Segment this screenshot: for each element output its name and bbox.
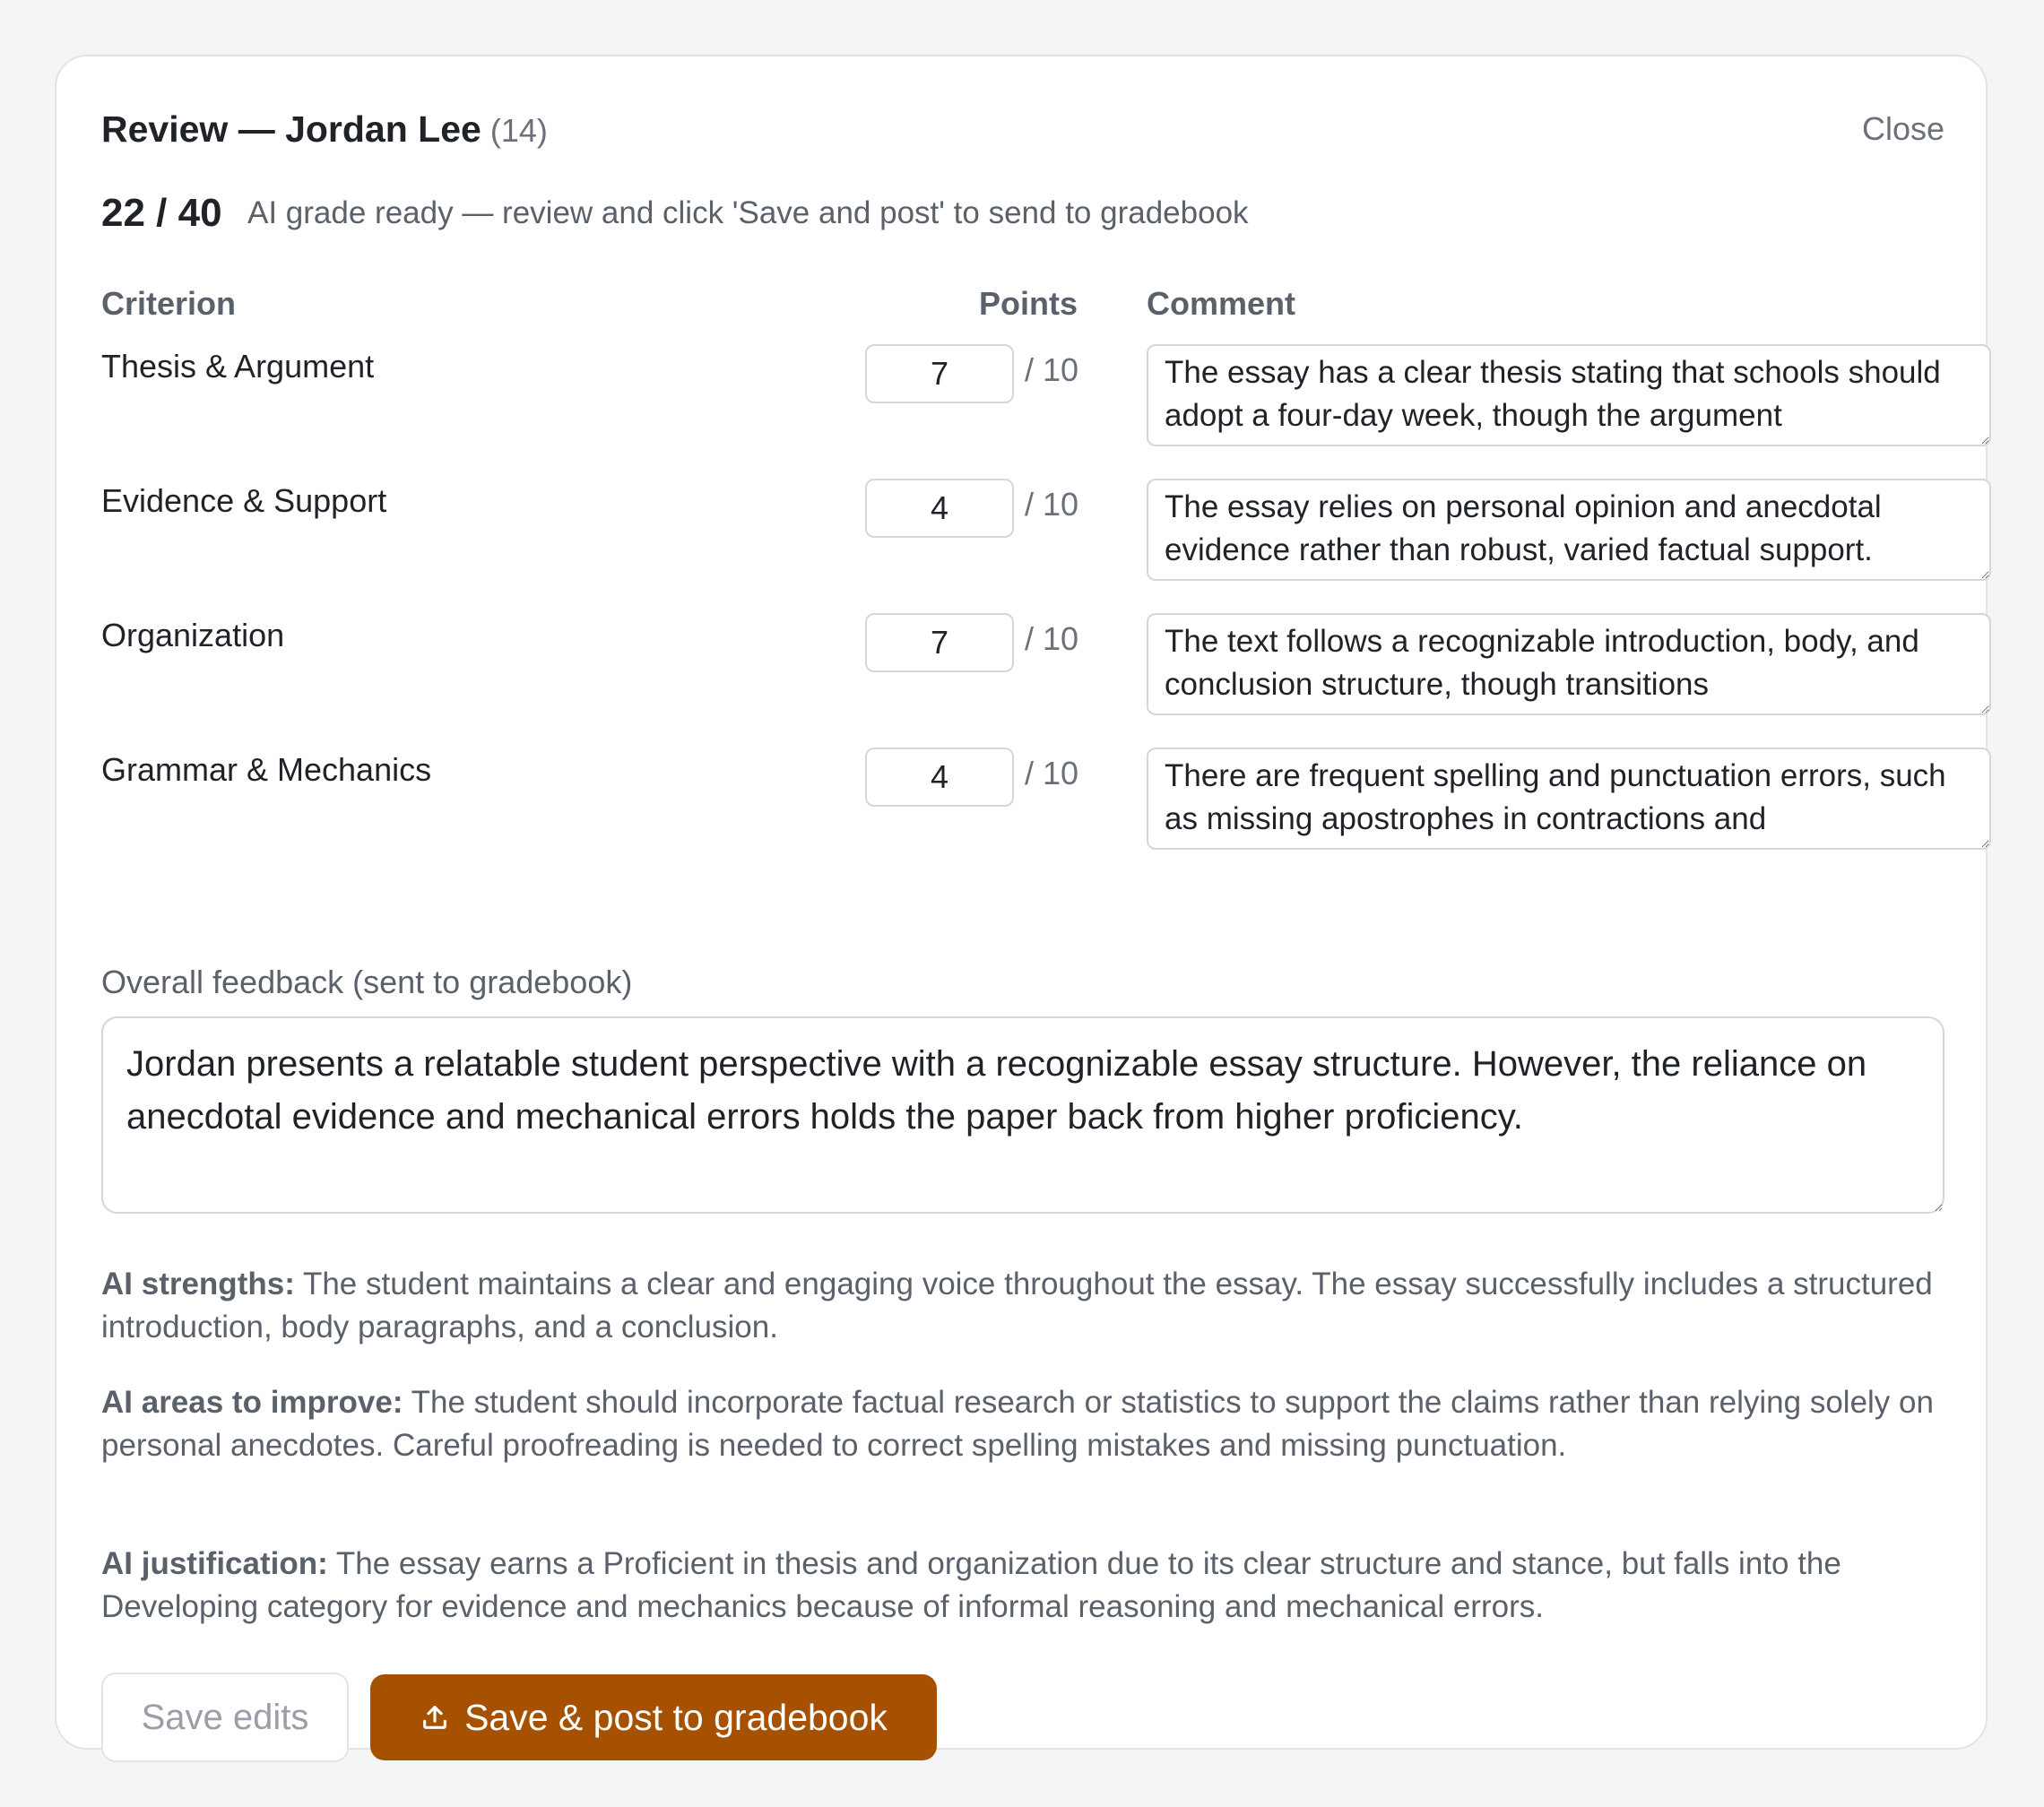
comment-textarea[interactable] [1147,344,1991,446]
ai-justification-text: The essay earns a Proficient in thesis and organization due to its clear structure and stance, but falls into the Developing category for evidence and mechanics because of informal reasoning and mechanical errors. [101,1546,1841,1624]
upload-icon [420,1702,450,1733]
total-score: 22 / 40 [101,191,222,235]
save-post-button[interactable] [370,1674,937,1760]
ai-areas-to-improve [101,1381,1944,1467]
rubric-row-evidence [101,482,1944,590]
ai-strengths-label: AI strengths: [101,1267,295,1301]
save-post-label: Save & post to gradebook [464,1696,888,1738]
criterion-label: Evidence & Support [101,482,387,519]
review-dialog [55,55,1988,1750]
points-max: / 10 [1025,486,1079,523]
dialog-title [101,108,548,151]
dialog-content [101,56,1944,1748]
points-input[interactable] [865,613,1014,672]
ai-justification-label: AI justification: [101,1546,328,1581]
status-message: AI grade ready — review and click 'Save and post' to send to gradebook [247,195,1249,230]
overall-feedback-label: Overall feedback (sent to gradebook) [101,964,633,1000]
submission-count: (14) [489,112,548,149]
overall-feedback-textarea[interactable] [101,1016,1944,1214]
points-max: / 10 [1025,755,1079,791]
ai-improve-text: The student should incorporate factual research or statistics to support the claims rather than relying solely on personal anecdotes. Careful proofreading is needed to correct spelling mistakes and missing punctuation. [101,1385,1934,1463]
rubric-row-grammar [101,751,1944,859]
score-row [101,191,1249,236]
rubric-row-thesis [101,348,1944,455]
comment-textarea[interactable] [1147,479,1991,581]
rubric-row-organization [101,617,1944,724]
criterion-label: Organization [101,617,285,653]
column-header-comment: Comment [1147,285,1296,322]
ai-improve-label: AI areas to improve: [101,1385,403,1420]
save-edits-button[interactable]: Save edits [101,1673,349,1762]
criterion-label: Thesis & Argument [101,348,375,385]
ai-strengths-text: The student maintains a clear and engaging voice throughout the essay. The essay successfully includes a structured introduction, body paragraphs, and a conclusion. [101,1267,1933,1344]
column-header-criterion: Criterion [101,285,237,322]
comment-textarea[interactable] [1147,613,1991,715]
points-max: / 10 [1025,351,1079,388]
comment-textarea[interactable] [1147,748,1991,850]
points-input[interactable] [865,479,1014,538]
criterion-label: Grammar & Mechanics [101,751,432,788]
points-max: / 10 [1025,620,1079,657]
ai-strengths [101,1263,1944,1349]
points-input[interactable] [865,344,1014,403]
student-name-title: Review — Jordan Lee [101,108,481,150]
points-input[interactable] [865,748,1014,807]
close-button[interactable]: Close [1861,110,1944,147]
ai-justification [101,1543,1944,1629]
column-header-points: Points [979,285,1078,322]
